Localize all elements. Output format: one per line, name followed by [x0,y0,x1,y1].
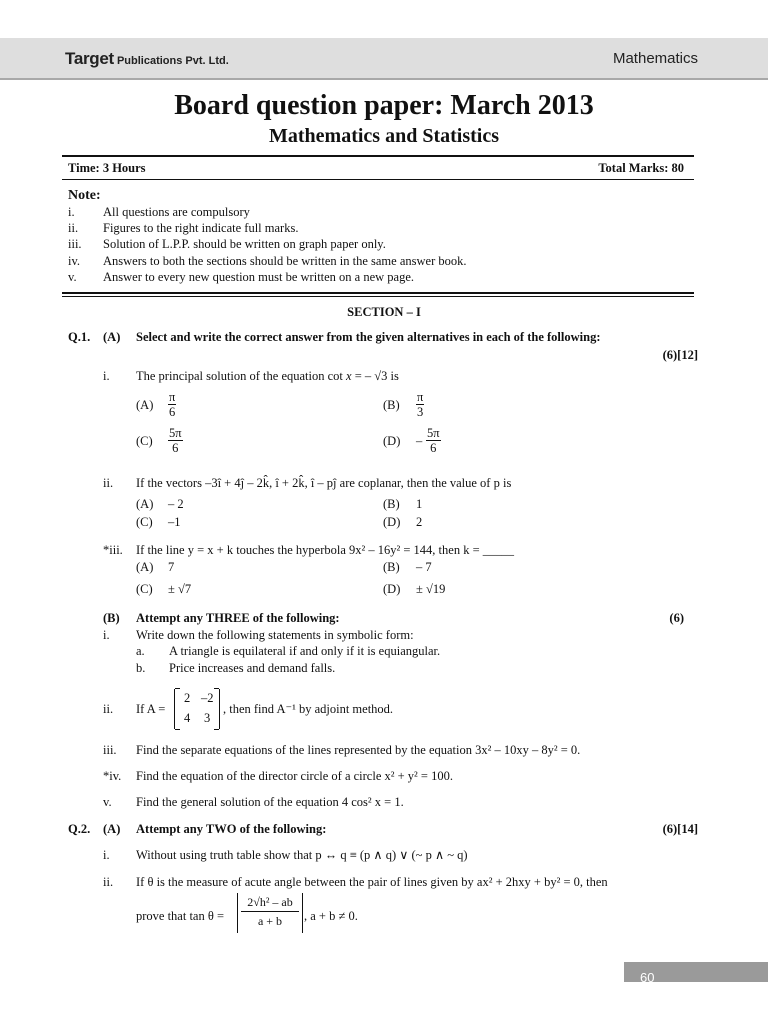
list-item: Answer to every new question must be written on a new page. [103,270,415,284]
question-text: Find the general solution of the equation 4 cos² x = 1. [136,795,404,809]
marks: (6) [669,611,684,625]
question-text: If the line y = x + k touches the hyperbola 9x² – 16y² = 144, then k = _____ [136,543,514,557]
question-text: Find the separate equations of the lines represented by the equation 3x² – 10xy – 8y² = 0. [136,743,581,757]
divider [62,179,694,180]
question-part: (B) [103,611,120,625]
list-item: Price increases and demand falls. [169,661,336,675]
page-subtitle: Mathematics and Statistics [269,125,499,147]
question-instruction: Attempt any THREE of the following: [136,611,340,625]
page-header [0,38,768,80]
top-margin [0,0,768,38]
publisher-logo: Target Publications Pvt. Ltd. [65,49,229,68]
question-text: If the vectors –3î + 4ĵ – 2k̂, î + 2k̂, î – pĵ are coplanar, then the value of p is [136,476,512,490]
divider [62,292,694,294]
page-title: Board question paper: March 2013 [174,90,594,121]
note-label: Note: [68,188,101,203]
question-text: The principal solution of the equation cot x = – √3 is [136,369,399,383]
question-instruction: Attempt any TWO of the following: [136,822,327,836]
marks: (6)[12] [662,348,698,362]
fraction-expression: $\frac{\text{2√h² – ab}}{a + b}$ [237,893,303,933]
option-fraction: $\frac{5\pi}{6}$ [427,426,440,455]
divider [62,155,694,157]
option-fraction: $\frac{\pi}{6}$ [169,390,176,419]
list-item: Figures to the right indicate full marks. [103,221,299,235]
section-heading: SECTION – I [347,305,421,319]
question-text: If θ is the measure of acute angle between the pair of lines given by ax² + 2hxy + by² = 0, then [136,875,608,889]
option-fraction: $\frac{5\pi}{6}$ [169,426,182,455]
question-text: Write down the following statements in symbolic form: [136,628,414,642]
divider [62,296,694,297]
time-label: Time: 3 Hours [68,161,146,175]
subject-label: Mathematics [612,50,698,67]
question-number: Q.1. [68,330,91,344]
option-fraction: $\frac{\pi}{3}$ [417,390,424,419]
question-part: (A) [103,330,121,344]
marks: (6)[14] [662,822,698,836]
total-marks: Total Marks: 80 [598,161,684,175]
list-item: A triangle is equilateral if and only if it is equiangular. [169,644,441,658]
question-text: Without using truth table show that p ↔ q ≡ (p ∧ q) ∨ (~ p ∧ ~ q) [136,848,468,862]
page-number: 60 [640,970,655,985]
question-instruction: Select and write the correct answer from the given alternatives in each of the following: [136,330,601,344]
list-item: Answers to both the sections should be written in the same answer book. [103,254,467,268]
question-text: Find the equation of the director circle of a circle x² + y² = 100. [136,769,453,783]
list-item: All questions are compulsory [103,205,250,219]
question-part: (A) [103,822,121,836]
question-number: Q.2. [68,822,91,836]
matrix: 2 –2 4 3 [174,689,220,729]
list-item: Solution of L.P.P. should be written on graph paper only. [103,237,386,251]
